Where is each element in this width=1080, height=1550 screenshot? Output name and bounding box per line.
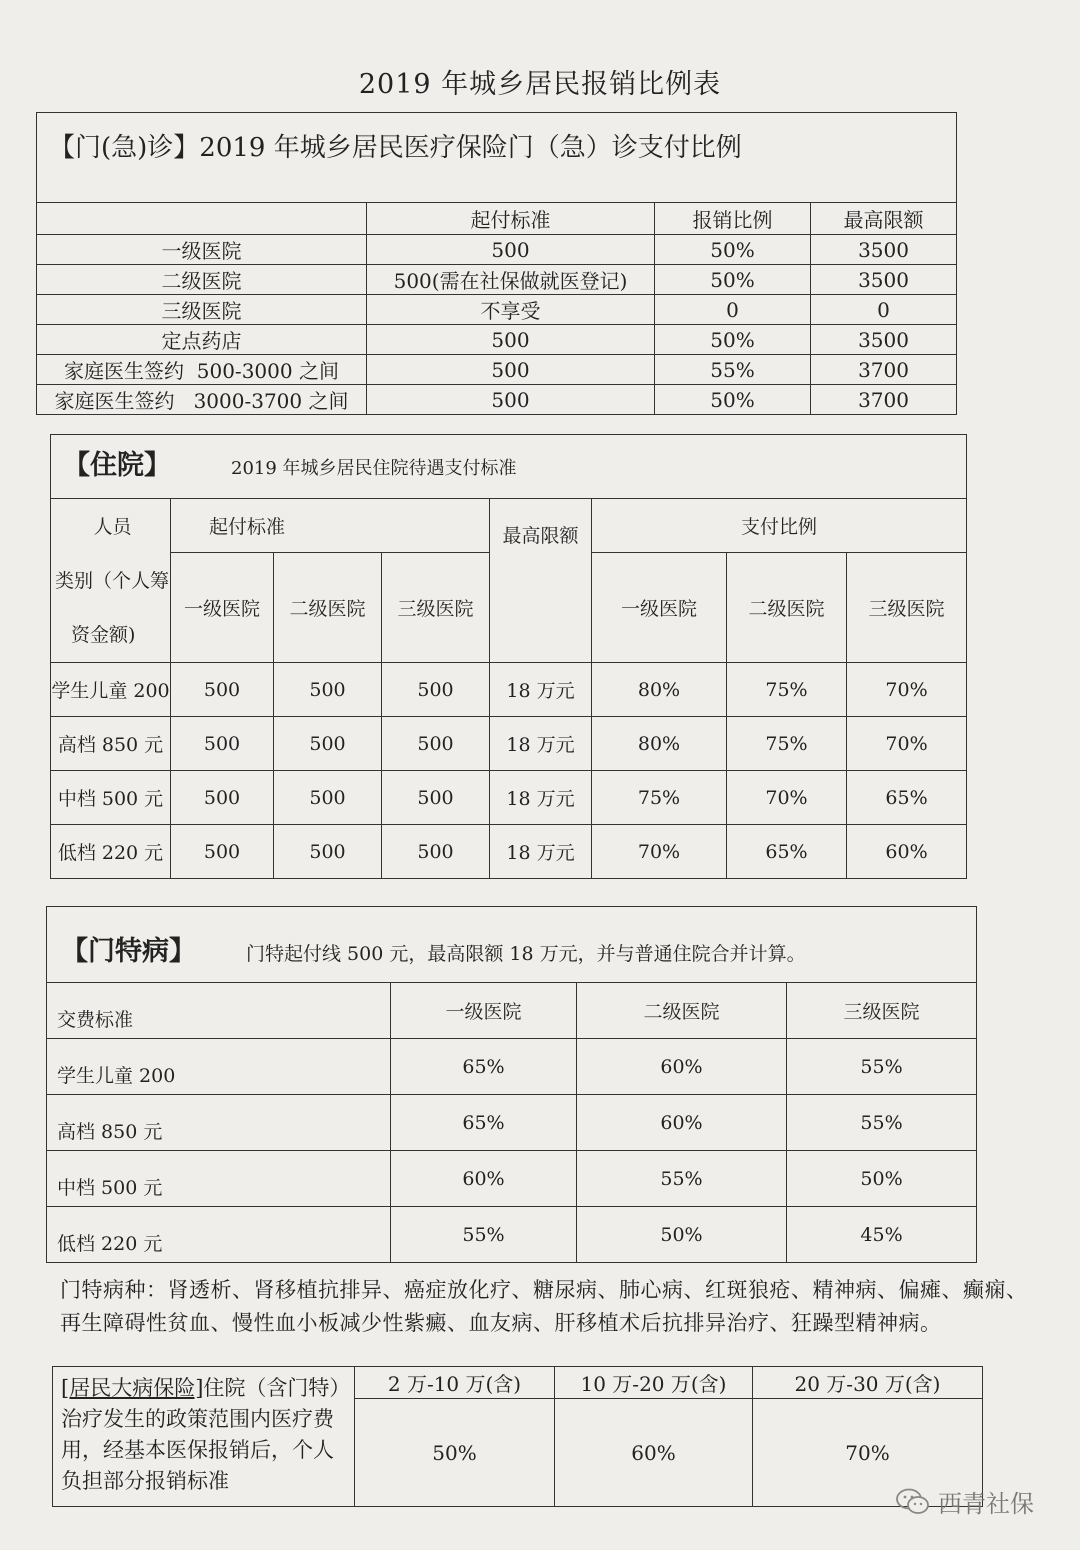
threshold-cell: 500 [171, 663, 274, 717]
table-row [47, 1095, 977, 1151]
row-label: 中档 500 元 [47, 1151, 391, 1207]
outpatient-blank-header [37, 203, 367, 235]
threshold-cell: 500 [274, 825, 382, 879]
threshold-cell: 500 [274, 663, 382, 717]
table-row [37, 295, 957, 325]
inpatient-table [50, 434, 967, 879]
cap-cell: 3500 [811, 325, 957, 355]
ratio-cell: 55% [787, 1095, 977, 1151]
category-line: 资金额) [71, 623, 136, 646]
serious-illness-description [53, 1367, 355, 1507]
ratio-cell: 55% [577, 1151, 787, 1207]
threshold-cell: 500 [367, 385, 655, 415]
special-disease-table [46, 906, 977, 1263]
ratio-cell: 75% [727, 717, 847, 771]
row-label: 低档 220 元 [47, 1207, 391, 1263]
row-label: 二级医院 [37, 265, 367, 295]
ratio-cell: 80% [592, 717, 727, 771]
serious-illness-tag: [居民大病保险] [61, 1376, 204, 1400]
ratio-cell: 75% [727, 663, 847, 717]
ratio-header: 支付比例 [592, 499, 967, 553]
cap-cell: 3500 [811, 265, 957, 295]
ratio-cell: 70% [753, 1399, 983, 1507]
table-row [37, 385, 957, 415]
table-row [37, 235, 957, 265]
ratio-cell: 50% [655, 235, 811, 265]
row-label: 定点药店 [37, 325, 367, 355]
table-row [37, 265, 957, 295]
ratio-cell: 60% [391, 1151, 577, 1207]
row-label: 三级医院 [37, 295, 367, 325]
row-label: 家庭医生签约 500-3000 之间 [37, 355, 367, 385]
ratio-cell: 70% [727, 771, 847, 825]
table-row [51, 663, 967, 717]
threshold-cell: 500 [382, 825, 490, 879]
page-title: 2019 年城乡居民报销比例表 [358, 69, 722, 100]
ratio-cell: 60% [847, 825, 967, 879]
inpatient-heading: 2019 年城乡居民住院待遇支付标准 [231, 458, 517, 479]
table-row [51, 771, 967, 825]
table-row [47, 1207, 977, 1263]
threshold-cell: 500 [382, 771, 490, 825]
level-header: 三级医院 [787, 983, 977, 1039]
threshold-cell: 500 [367, 235, 655, 265]
ratio-cell: 75% [592, 771, 727, 825]
level-header: 二级医院 [727, 553, 847, 663]
row-label: 高档 850 元 [51, 717, 171, 771]
ratio-cell: 55% [391, 1207, 577, 1263]
threshold-cell: 500 [274, 771, 382, 825]
table-row [47, 1151, 977, 1207]
row-label: 中档 500 元 [51, 771, 171, 825]
serious-illness-table [52, 1366, 983, 1507]
ratio-cell: 60% [555, 1399, 753, 1507]
category-line: 人员 [93, 515, 132, 538]
level-header: 二级医院 [577, 983, 787, 1039]
table-row [47, 1039, 977, 1095]
threshold-cell: 500 [367, 325, 655, 355]
threshold-cell: 500(需在社保做就医登记) [367, 265, 655, 295]
cap-cell: 3700 [811, 385, 957, 415]
table-row [37, 355, 957, 385]
ratio-cell: 50% [787, 1151, 977, 1207]
row-label: 学生儿童 200 [47, 1039, 391, 1095]
range-header: 20 万-30 万(含) [753, 1367, 983, 1399]
special-disease-notes: 门特病种：肾透析、肾移植抗排异、癌症放化疗、糖尿病、肺心病、红斑狼疮、精神病、偏瘫、癫痫、再生障碍性贫血、慢性血小板减少性紫癜、血友病、肝移植术后抗排异治疗、狂躁型精神病。 [60, 1278, 1028, 1335]
level-header: 一级医院 [171, 553, 274, 663]
special-heading: 门特起付线 500 元，最高限额 18 万元，并与普通住院合并计算。 [246, 943, 806, 965]
watermark-text: 西青社保 [938, 1490, 1034, 1518]
ratio-cell: 70% [847, 717, 967, 771]
wechat-icon [896, 1488, 930, 1516]
threshold-cell: 不享受 [367, 295, 655, 325]
level-header: 三级医院 [847, 553, 967, 663]
ratio-cell: 80% [592, 663, 727, 717]
outpatient-heading: 2019 年城乡居民医疗保险门（急）诊支付比例 [199, 133, 742, 163]
category-line: 类别（个人筹 [55, 569, 170, 592]
ratio-cell: 65% [391, 1039, 577, 1095]
level-header: 一级医院 [391, 983, 577, 1039]
col-header: 报销比例 [655, 203, 811, 235]
ratio-cell: 70% [592, 825, 727, 879]
inpatient-header [51, 435, 967, 499]
special-tag: 【门特病】 [61, 936, 196, 967]
ratio-cell: 50% [655, 385, 811, 415]
cap-cell: 18 万元 [490, 771, 592, 825]
range-header: 10 万-20 万(含) [555, 1367, 753, 1399]
row-label: 一级医院 [37, 235, 367, 265]
inpatient-tag: 【住院】 [63, 450, 171, 481]
ratio-cell: 50% [355, 1399, 555, 1507]
threshold-cell: 500 [367, 355, 655, 385]
threshold-cell: 500 [382, 717, 490, 771]
row-label: 家庭医生签约 3000-3700 之间 [37, 385, 367, 415]
cap-header: 最高限额 [490, 499, 592, 663]
cap-cell: 18 万元 [490, 663, 592, 717]
ratio-cell: 65% [847, 771, 967, 825]
ratio-cell: 50% [655, 265, 811, 295]
ratio-cell: 65% [727, 825, 847, 879]
row-label: 学生儿童 200 [51, 663, 171, 717]
ratio-cell: 55% [655, 355, 811, 385]
outpatient-tag: 【门(急)诊】 [49, 133, 200, 163]
table-row [51, 825, 967, 879]
table-row [37, 325, 957, 355]
cap-cell: 3500 [811, 235, 957, 265]
ratio-cell: 60% [577, 1095, 787, 1151]
ratio-cell: 50% [577, 1207, 787, 1263]
range-header: 2 万-10 万(含) [355, 1367, 555, 1399]
threshold-cell: 500 [382, 663, 490, 717]
category-header [51, 499, 171, 663]
fee-standard-header: 交费标准 [47, 983, 391, 1039]
row-label: 低档 220 元 [51, 825, 171, 879]
cap-cell: 3700 [811, 355, 957, 385]
table-row [51, 717, 967, 771]
level-header: 一级医院 [592, 553, 727, 663]
watermark [896, 1484, 1034, 1519]
threshold-cell: 500 [171, 825, 274, 879]
level-header: 二级医院 [274, 553, 382, 663]
cap-cell: 18 万元 [490, 717, 592, 771]
serious-illness-text: 住院（含门特）治疗发生的政策范围内医疗费用，经基本医保报销后，个人负担部分报销标准 [61, 1376, 340, 1493]
ratio-cell: 45% [787, 1207, 977, 1263]
level-header: 三级医院 [382, 553, 490, 663]
ratio-cell: 60% [577, 1039, 787, 1095]
ratio-cell: 65% [391, 1095, 577, 1151]
ratio-cell: 55% [787, 1039, 977, 1095]
col-header: 最高限额 [811, 203, 957, 235]
threshold-cell: 500 [171, 771, 274, 825]
row-label: 高档 850 元 [47, 1095, 391, 1151]
cap-cell: 0 [811, 295, 957, 325]
threshold-cell: 500 [274, 717, 382, 771]
threshold-cell: 500 [171, 717, 274, 771]
ratio-cell: 0 [655, 295, 811, 325]
cap-cell: 18 万元 [490, 825, 592, 879]
ratio-cell: 70% [847, 663, 967, 717]
ratio-cell: 50% [655, 325, 811, 355]
threshold-header: 起付标准 [171, 499, 490, 553]
outpatient-header [37, 113, 957, 203]
col-header: 起付标准 [367, 203, 655, 235]
special-header [47, 907, 977, 983]
outpatient-table [36, 112, 957, 415]
